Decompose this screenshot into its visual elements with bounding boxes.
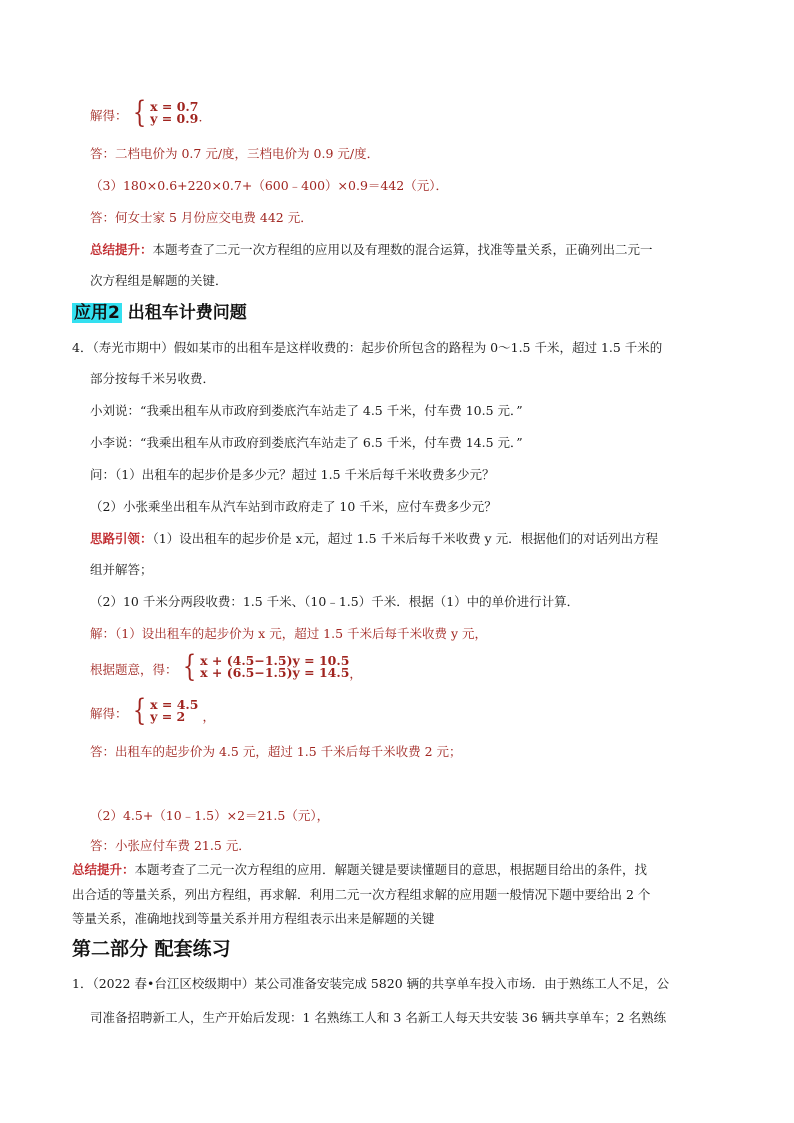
brace-icon: { — [132, 95, 147, 130]
sys3-eq2: y = 2 — [150, 709, 186, 724]
exercise-1-line-1: 1．（2022 春•台江区校级期中）某公司准备安装完成 5820 辆的共享单车投入市场．由于熟练工人不足，公 — [72, 976, 670, 991]
brace-icon: { — [182, 649, 197, 684]
sys1-eq2: y = 0.9 — [150, 111, 199, 126]
solution-part-2: （2）4.5+（10﹣1.5）×2＝21.5（元）， — [90, 808, 330, 823]
q4-line-1: 4．（寿光市期中）假如某市的出租车是这样收费的：起步价所包含的路程为 0～1.5 千米，超过 1.5 千米的 — [72, 340, 663, 355]
hint-line-1: 思路引领：（1）设出租车的起步价是 x元，超过 1.5 千米后每千米收费 y 元．根据他们的对话列出方程 — [90, 531, 659, 546]
summary-2-line-2: 出合适的等量关系，列出方程组，再求解．利用二元一次方程组求解的应用题一般情况下题中要给出 2 个 — [72, 887, 651, 902]
answer-1: 答：二档电价为 0.7 元/度，三档电价为 0.9 元/度． — [90, 146, 380, 161]
equation-system-3 — [130, 693, 215, 728]
solution-basis-label: 根据题意，得： — [90, 662, 178, 677]
sys2-eq1: x + (4.5−1.5)y = 10.5 — [200, 653, 350, 668]
sys1-eq1: x = 0.7 — [150, 99, 199, 114]
summary-text-2: 次方程组是解题的关键． — [90, 273, 228, 288]
section-tag: 应用2 — [74, 303, 120, 323]
equation-system-2 — [180, 649, 362, 684]
q4-ask-2: （2）小张乘坐出租车从汽车站到市政府走了 10 千米，应付车费多少元？ — [90, 499, 497, 514]
sys1-tail: · — [198, 112, 203, 128]
summary-label-2: 总结提升： — [72, 862, 135, 877]
q4-ask-1: 问：（1）出租车的起步价是多少元？超过 1.5 千米后每千米收费多少元？ — [90, 467, 495, 482]
brace-icon: { — [132, 693, 147, 728]
exercise-1-line-2: 司准备招聘新工人，生产开始后发现：1 名熟练工人和 3 名新工人每天共安装 36 辆共享单车；2 名熟练 — [90, 1010, 667, 1025]
summary-block-2: 总结提升：本题考查了二元一次方程组的应用．解题关键是要读懂题目的意思，根据题目给出的条件，找 — [72, 862, 648, 877]
sys3-eq1: x = 4.5 — [150, 697, 199, 712]
sys2-tail: ， — [349, 666, 362, 681]
summary-block-1 — [90, 242, 653, 258]
sys3-tail: ， — [202, 709, 215, 724]
summary-2-line-3: 等量关系，准确地找到等量关系并用方程组表示出来是解题的关键 — [72, 911, 435, 926]
q4-liu: 小刘说：“我乘出租车从市政府到娄底汽车站走了 4.5 千米，付车费 10.5 元．” — [90, 403, 523, 418]
section-heading-app2 — [72, 298, 247, 323]
hint-line-3: （2）10 千米分两段收费：1.5 千米、（10﹣1.5）千米．根据（1）中的单价进行计算． — [90, 594, 580, 609]
jiede-label: 解得： — [90, 108, 128, 123]
equation-system-1 — [130, 95, 203, 130]
answer-2: 答：何女士家 5 月份应交电费 442 元． — [90, 210, 313, 225]
summary-label: 总结提升： — [90, 242, 153, 257]
sys2-eq2: x + (6.5−1.5)y = 14.5 — [200, 665, 350, 680]
hint-label: 思路引领： — [90, 531, 153, 546]
summary-text-1: 本题考查了二元一次方程组的应用以及有理数的混合运算，找准等量关系，正确列出二元一 — [152, 242, 653, 257]
solution-answer-1: 答：出租车的起步价为 4.5 元，超过 1.5 千米后每千米收费 2 元； — [90, 744, 462, 759]
solution-line-1: 解：（1）设出租车的起步价为 x 元，超过 1.5 千米后每千米收费 y 元， — [90, 626, 488, 641]
solution-answer-2: 答：小张应付车费 21.5 元． — [90, 838, 251, 853]
solution-jiede-label: 解得： — [90, 706, 128, 721]
q4-line-2: 部分按每千米另收费． — [90, 371, 216, 386]
section-title: 出租车计费问题 — [127, 303, 247, 323]
part-2-heading: 第二部分 配套练习 — [72, 938, 231, 960]
part-3-calc: （3）180×0.6+220×0.7+（600﹣400）×0.9＝442（元）． — [90, 178, 449, 193]
q4-li: 小李说：“我乘出租车从市政府到娄底汽车站走了 6.5 千米，付车费 14.5 元．” — [90, 435, 523, 450]
hint-line-2: 组并解答； — [90, 562, 153, 577]
